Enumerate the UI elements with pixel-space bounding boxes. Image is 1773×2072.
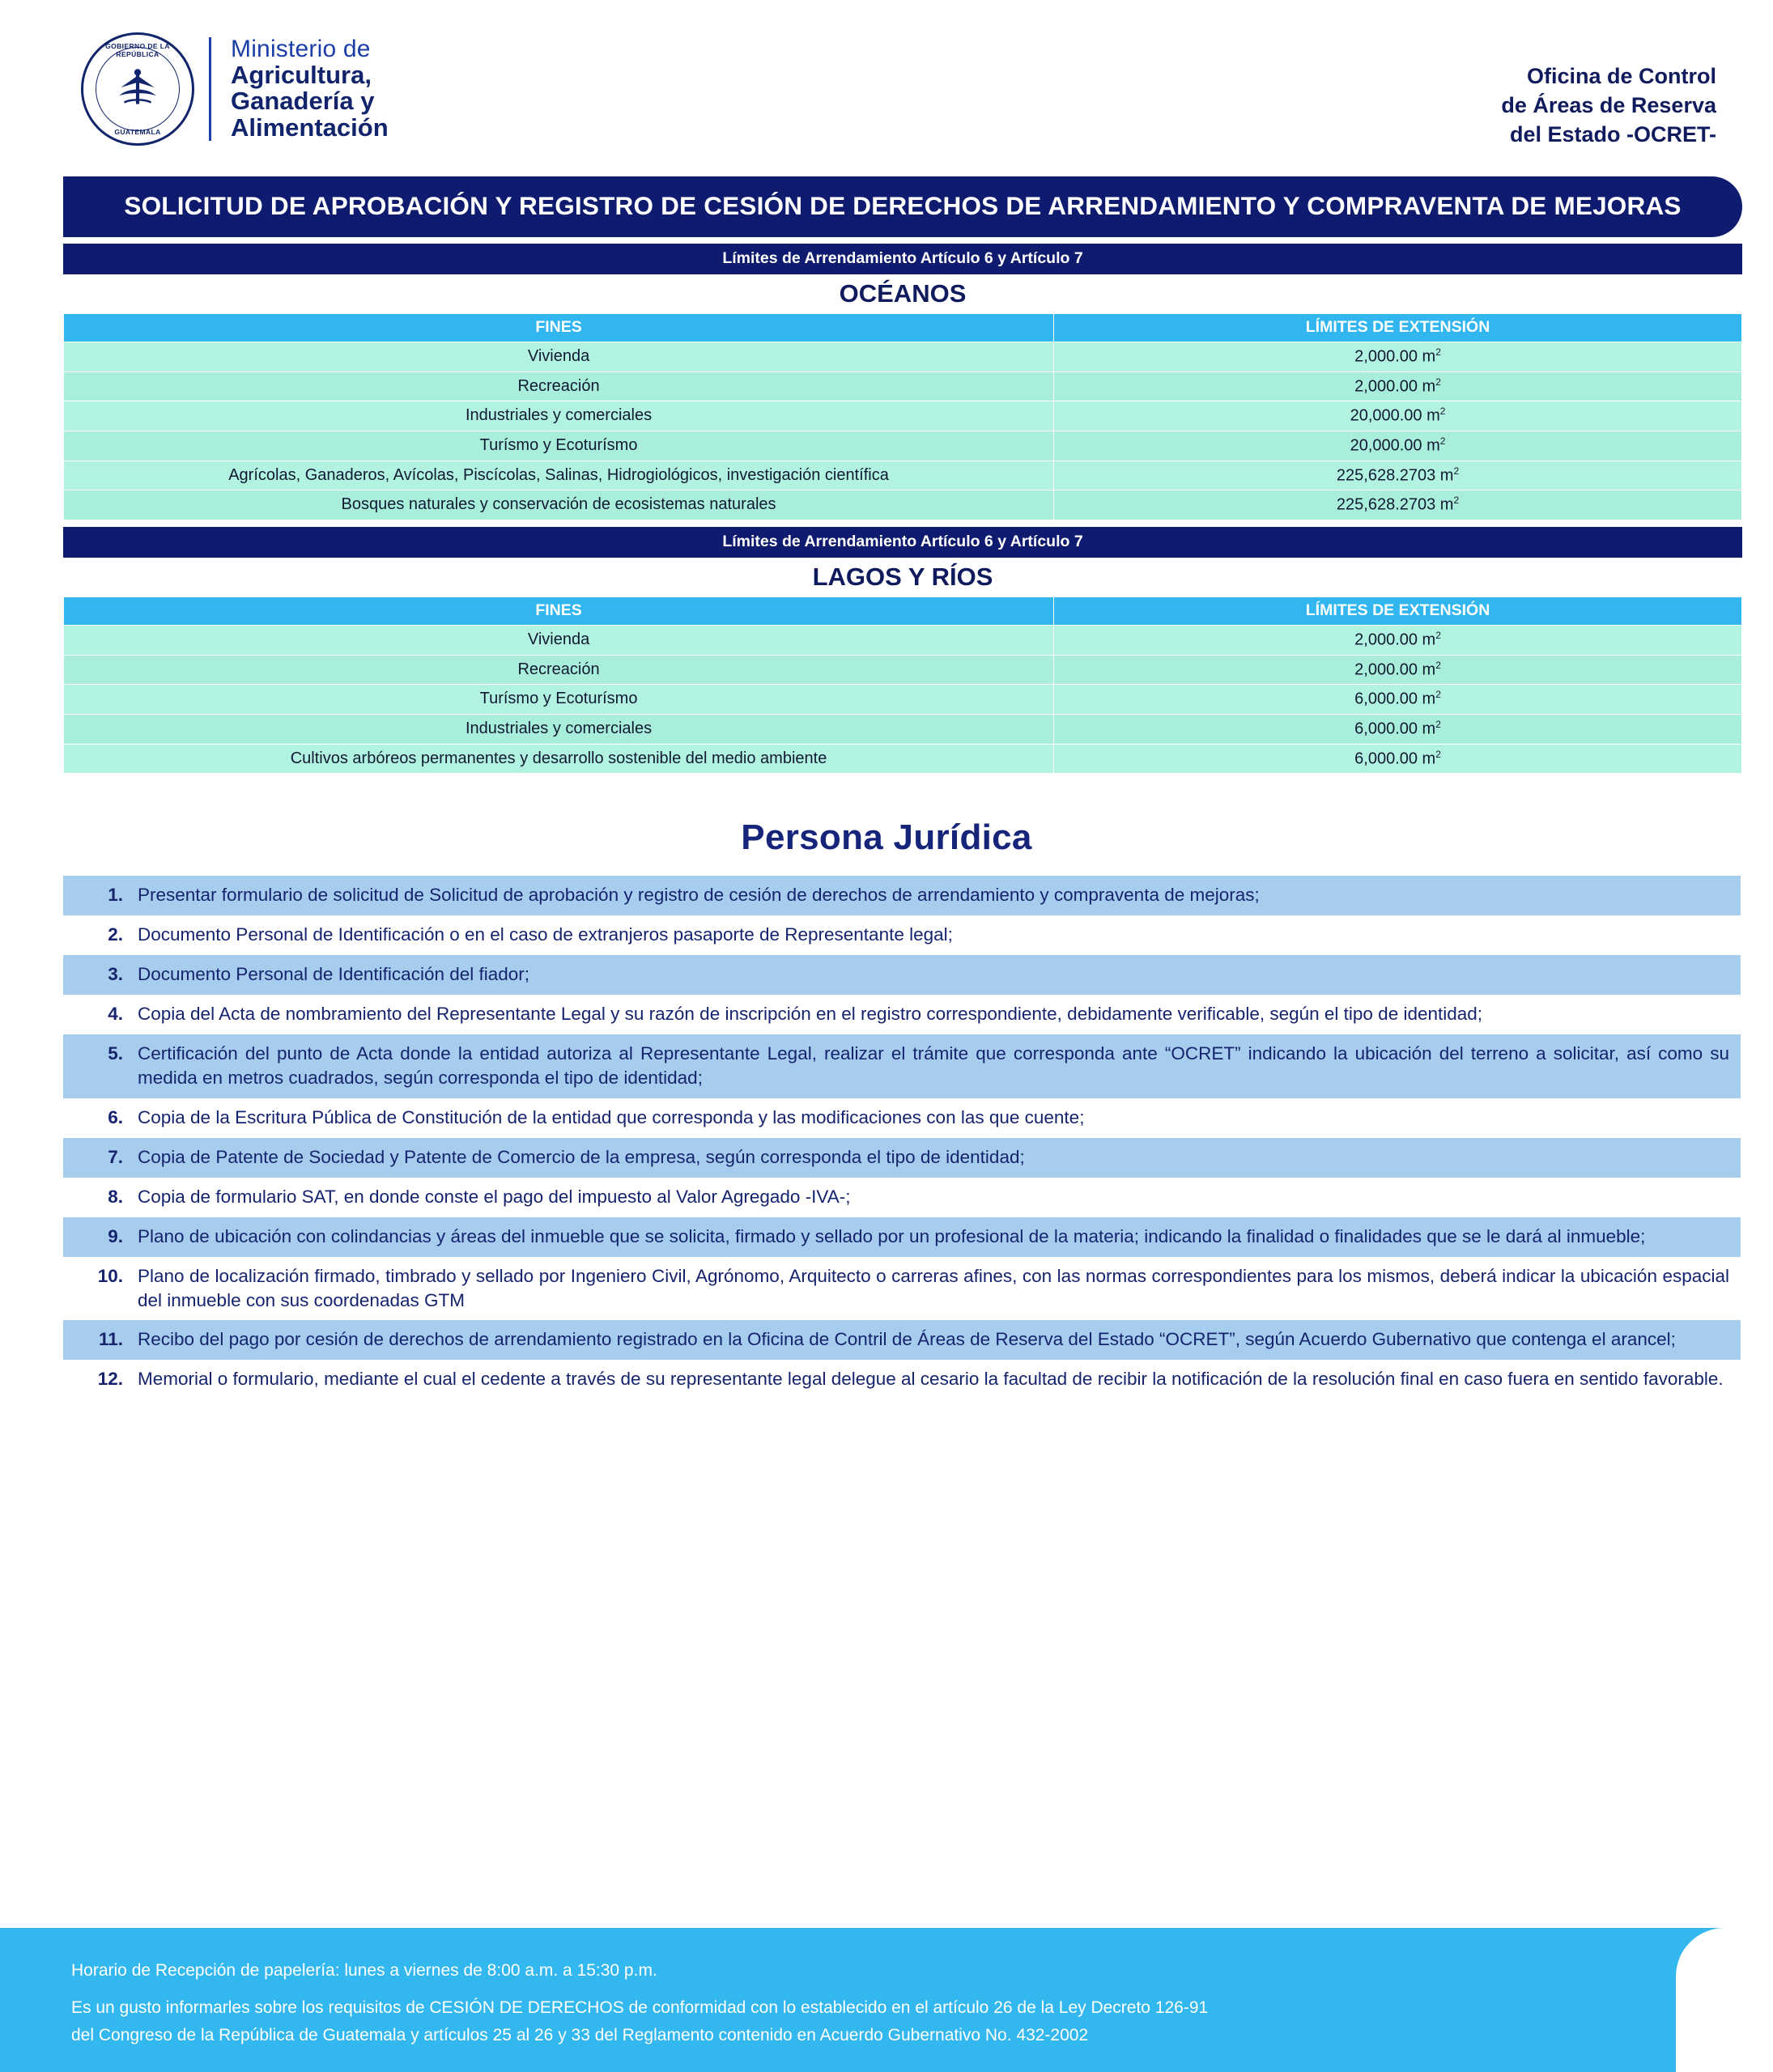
- list-item-text: Certificación del punto de Acta donde la entidad autoriza al Representante Legal, realizar el trámite que corresponda ante “OCRET” indicando la ubicación del terreno a solicitar, así como su medida en metros cuadrados, según corresponda el tipo de identidad;: [138, 1043, 1729, 1088]
- extension-value: 20,000.00 m: [1350, 407, 1440, 426]
- extension-value: 2,000.00 m: [1354, 631, 1436, 649]
- list-item-number: 6.: [108, 1106, 123, 1127]
- cell-extension-limit: [1054, 401, 1742, 431]
- list-item-text: Documento Personal de Identificación o en el caso de extranjeros pasaporte de Representante legal;: [138, 924, 953, 945]
- unit-exponent: 2: [1435, 659, 1441, 671]
- column-header: LÍMITES DE EXTENSIÓN: [1054, 597, 1742, 626]
- cell-purpose: Industriales y comerciales: [64, 401, 1054, 431]
- requirements-title: Persona Jurídica: [741, 817, 1032, 858]
- table-row: [64, 372, 1742, 401]
- unit-exponent: 2: [1435, 689, 1441, 701]
- footer-text: [0, 1928, 1208, 2049]
- list-item: [63, 1257, 1741, 1321]
- unit-exponent: 2: [1435, 719, 1441, 731]
- page-footer: [0, 1928, 1773, 2072]
- list-item: [63, 1217, 1741, 1257]
- cell-purpose: Cultivos arbóreos permanentes y desarrollo sostenible del medio ambiente: [64, 744, 1054, 774]
- cell-purpose: Vivienda: [64, 626, 1054, 656]
- table-row: [64, 401, 1742, 431]
- unit-exponent: 2: [1453, 465, 1460, 477]
- seal-inner-ring: [96, 47, 180, 131]
- extension-value: 6,000.00 m: [1354, 690, 1436, 709]
- unit-exponent: 2: [1439, 435, 1446, 448]
- ministry-line-3: Alimentación: [231, 113, 389, 142]
- table-row: [64, 626, 1742, 656]
- list-item-number: 8.: [108, 1186, 123, 1207]
- list-item-text: Presentar formulario de solicitud de Solicitud de aprobación y registro de cesión de derechos de arrendamiento y compraventa de mejoras;: [138, 885, 1260, 906]
- unit-exponent: 2: [1435, 376, 1441, 388]
- list-item-number: 11.: [98, 1329, 123, 1350]
- list-item-text: Copia de formulario SAT, en donde conste el pago del impuesto al Valor Agregado -IVA-;: [138, 1186, 851, 1207]
- footer-line-3: del Congreso de la República de Guatemala y artículos 25 al 26 y 33 del Reglamento contenido en Acuerdo Gubernativo No. 432-2002: [71, 2026, 1089, 2045]
- cell-extension-limit: [1054, 372, 1742, 401]
- extension-value: 225,628.2703 m: [1336, 466, 1454, 485]
- table-row: [64, 744, 1742, 774]
- ministry-line-1: Agricultura,: [231, 60, 372, 89]
- table-row: [64, 655, 1742, 685]
- list-item-number: 10.: [97, 1265, 123, 1286]
- limits-table: [63, 597, 1742, 774]
- extension-value: 2,000.00 m: [1354, 660, 1436, 679]
- cell-extension-limit: [1054, 431, 1742, 461]
- list-item-text: Documento Personal de Identificación del fiador;: [138, 964, 530, 985]
- table-row: [64, 461, 1742, 490]
- list-item-number: 9.: [108, 1225, 123, 1246]
- unit-exponent: 2: [1435, 346, 1441, 359]
- requirements-list: [63, 876, 1741, 1399]
- extension-value: 6,000.00 m: [1354, 720, 1436, 738]
- column-header: LÍMITES DE EXTENSIÓN: [1054, 314, 1742, 342]
- list-item-number: 7.: [108, 1146, 123, 1167]
- limits-table: [63, 313, 1742, 520]
- list-item-number: 3.: [108, 964, 123, 985]
- cell-extension-limit: [1054, 685, 1742, 715]
- page-title: SOLICITUD DE APROBACIÓN Y REGISTRO DE CESIÓN DE DERECHOS DE ARRENDAMIENTO Y COMPRAVENTA DE MEJORAS: [63, 176, 1742, 237]
- cell-purpose: Industriales y comerciales: [64, 715, 1054, 745]
- cell-extension-limit: [1054, 626, 1742, 656]
- page-header: [0, 0, 1773, 170]
- limits-subtitle-bar: Límites de Arrendamiento Artículo 6 y Artículo 7: [63, 244, 1742, 274]
- list-item: [63, 1178, 1741, 1217]
- list-item: [63, 955, 1741, 995]
- table-row: [64, 431, 1742, 461]
- office-name: [1501, 32, 1716, 150]
- list-item-text: Plano de ubicación con colindancias y áreas del inmueble que se solicita, firmado y sellado por un profesional de la materia; indicando la finalidad o finalidades que se le dará al inmueble;: [138, 1225, 1646, 1246]
- extension-value: 225,628.2703 m: [1336, 496, 1454, 515]
- limits-subtitle-bar: Límites de Arrendamiento Artículo 6 y Artículo 7: [63, 527, 1742, 558]
- government-seal-icon: [81, 32, 194, 146]
- cell-purpose: Recreación: [64, 372, 1054, 401]
- footer-line-2: Es un gusto informarles sobre los requisitos de CESIÓN DE DERECHOS de conformidad con lo establecido en el artículo 26 de la Ley Decreto 126-91: [71, 1998, 1209, 2018]
- table-header-row: [64, 597, 1742, 626]
- office-line-3: del Estado -OCRET-: [1509, 122, 1716, 147]
- list-item: [63, 876, 1741, 915]
- office-line-2: de Áreas de Reserva: [1501, 93, 1716, 118]
- table-row: [64, 685, 1742, 715]
- extension-value: 20,000.00 m: [1350, 436, 1440, 455]
- cell-extension-limit: [1054, 715, 1742, 745]
- list-item-text: Plano de localización firmado, timbrado y sellado por Ingeniero Civil, Agrónomo, Arquitecto o carreras afines, con las normas correspondientes para los mismos, deberá indicar la ubicación espacial del inmueble con sus coordenadas GTM: [138, 1265, 1729, 1310]
- table-row: [64, 490, 1742, 520]
- cell-extension-limit: [1054, 490, 1742, 520]
- extension-value: 6,000.00 m: [1354, 749, 1436, 768]
- ministry-brand: [81, 32, 389, 146]
- cell-purpose: Vivienda: [64, 342, 1054, 372]
- list-item: [63, 995, 1741, 1034]
- cell-extension-limit: [1054, 342, 1742, 372]
- list-item: [63, 915, 1741, 955]
- water-body-title: LAGOS Y RÍOS: [812, 563, 993, 592]
- footer-line-1: Horario de Recepción de papelería: lunes a viernes de 8:00 a.m. a 15:30 p.m.: [71, 1961, 657, 1980]
- unit-exponent: 2: [1453, 495, 1460, 507]
- water-body-title: OCÉANOS: [839, 279, 967, 308]
- list-item-number: 2.: [108, 924, 123, 945]
- unit-exponent: 2: [1435, 630, 1441, 642]
- table-row: [64, 715, 1742, 745]
- extension-value: 2,000.00 m: [1354, 347, 1436, 366]
- seal-bottom-text: GUATEMALA: [114, 128, 161, 136]
- cell-purpose: Turísmo y Ecoturísmo: [64, 685, 1054, 715]
- list-item: [63, 1034, 1741, 1098]
- column-header: FINES: [64, 314, 1054, 342]
- ministry-prefix: Ministerio de: [231, 35, 371, 62]
- list-item-number: 4.: [108, 1004, 123, 1025]
- brand-divider: [209, 37, 211, 141]
- list-item: [63, 1360, 1741, 1399]
- office-line-1: Oficina de Control: [1526, 64, 1716, 88]
- footer-corner-shape: [1676, 1928, 1773, 2072]
- ministry-name: [226, 36, 389, 142]
- column-header: FINES: [64, 597, 1054, 626]
- list-item: [63, 1320, 1741, 1360]
- cell-purpose: Recreación: [64, 655, 1054, 685]
- table-header-row: [64, 314, 1742, 342]
- list-item-text: Copia de Patente de Sociedad y Patente de Comercio de la empresa, según corresponda el tipo de identidad;: [138, 1146, 1025, 1167]
- list-item-number: 12.: [97, 1369, 123, 1390]
- list-item-text: Memorial o formulario, mediante el cual el cedente a través de su representante legal delegue al cesario la facultad de recibir la notificación de la resolución final en caso fuera en sentido favorable.: [138, 1369, 1724, 1390]
- cell-extension-limit: [1054, 744, 1742, 774]
- seal-top-text: GOBIERNO DE LA REPÚBLICA: [105, 42, 170, 58]
- cell-extension-limit: [1054, 461, 1742, 490]
- ministry-line-2: Ganadería y: [231, 87, 375, 116]
- quetzal-emblem-icon: [111, 62, 164, 116]
- extension-value: 2,000.00 m: [1354, 377, 1436, 396]
- unit-exponent: 2: [1435, 748, 1441, 760]
- list-item-number: 1.: [108, 885, 123, 906]
- list-item-text: Copia del Acta de nombramiento del Representante Legal y su razón de inscripción en el registro correspondiente, debidamente verificable, según el tipo de identidad;: [138, 1004, 1483, 1025]
- list-item: [63, 1098, 1741, 1138]
- list-item-number: 5.: [108, 1043, 123, 1064]
- cell-extension-limit: [1054, 655, 1742, 685]
- cell-purpose: Bosques naturales y conservación de ecosistemas naturales: [64, 490, 1054, 520]
- list-item: [63, 1138, 1741, 1178]
- cell-purpose: Agrícolas, Ganaderos, Avícolas, Piscícolas, Salinas, Hidrogiológicos, investigación científica: [64, 461, 1054, 490]
- list-item-text: Copia de la Escritura Pública de Constitución de la entidad que corresponda y las modificaciones con las que cuente;: [138, 1106, 1085, 1127]
- table-row: [64, 342, 1742, 372]
- list-item-text: Recibo del pago por cesión de derechos de arrendamiento registrado en la Oficina de Contril de Áreas de Reserva del Estado “OCRET”, según Acuerdo Gubernativo que contenga el arancel;: [138, 1329, 1676, 1350]
- limits-tables: [63, 244, 1742, 774]
- unit-exponent: 2: [1439, 405, 1446, 418]
- cell-purpose: Turísmo y Ecoturísmo: [64, 431, 1054, 461]
